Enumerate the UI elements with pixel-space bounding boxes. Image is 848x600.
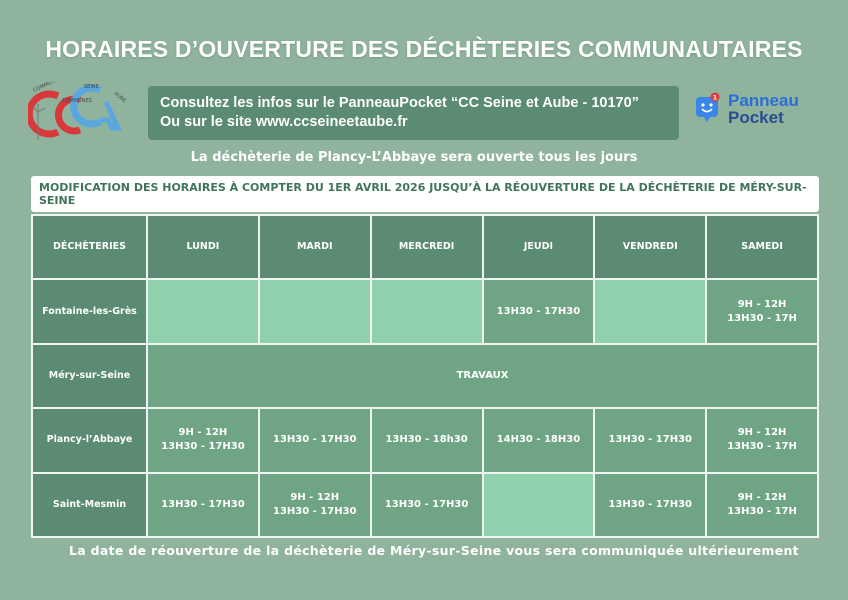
page-title: HORAIRES D’OUVERTURE DES DÉCHÈTERIES COMMUNAUTAIRES: [45, 36, 803, 62]
panneau-pocket-line-2: Pocket: [728, 108, 784, 127]
panneau-pocket-line-1: Panneau: [728, 91, 799, 110]
cell-plancy-mercredi: 13H30 - 18h30: [372, 409, 482, 471]
header-samedi: SAMEDI: [707, 216, 817, 278]
cell-plancy-samedi: 9H - 12H 13H30 - 17H: [707, 409, 817, 471]
cell-fontaine-samedi: 9H - 12H 13H30 - 17H: [707, 280, 817, 342]
header-lundi: LUNDI: [148, 216, 258, 278]
phone-icon: [694, 92, 720, 122]
cell-saint-mesmin-mardi: 9H - 12H 13H30 - 17H30: [260, 474, 370, 536]
row-label-mery: Méry-sur-Seine: [33, 345, 146, 407]
header-mardi: MARDI: [260, 216, 370, 278]
header-mercredi: MERCREDI: [372, 216, 482, 278]
cc-seine-aube-logo: [28, 82, 128, 144]
header-jeudi: JEUDI: [484, 216, 594, 278]
row-label-saint-mesmin: Saint-Mesmin: [33, 474, 146, 536]
row-label-plancy: Plancy-l’Abbaye: [33, 409, 146, 471]
header-vendredi: VENDREDI: [595, 216, 705, 278]
subtitle: La déchèterie de Plancy-L’Abbaye sera ouverte tous les jours: [190, 150, 638, 165]
cell-plancy-mardi: 13H30 - 17H30: [260, 409, 370, 471]
cell-plancy-vendredi: 13H30 - 17H30: [595, 409, 705, 471]
cell-mery-travaux: TRAVAUX: [148, 345, 817, 407]
cell-saint-mesmin-vendredi: 13H30 - 17H30: [595, 474, 705, 536]
notification-badge: 1: [712, 93, 718, 102]
cell-saint-mesmin-samedi: 9H - 12H 13H30 - 17H: [707, 474, 817, 536]
cell-fontaine-mardi: [260, 280, 370, 342]
cell-fontaine-mercredi: [372, 280, 482, 342]
footer-note: La date de réouverture de la déchèterie de Méry-sur-Seine vous sera communiquée ultérieurement: [69, 543, 799, 558]
cell-fontaine-jeudi: 13H30 - 17H30: [484, 280, 594, 342]
cell-plancy-jeudi: 14H30 - 18H30: [484, 409, 594, 471]
info-box: [148, 86, 679, 140]
row-label-fontaine: Fontaine-les-Grès: [33, 280, 146, 342]
schedule-table: [31, 214, 819, 538]
cell-saint-mesmin-jeudi: [484, 474, 594, 536]
logo-text-top: SEINE: [84, 84, 99, 90]
schedule-change-banner: MODIFICATION DES HORAIRES À COMPTER DU 1ER AVRIL 2026 JUSQU’À LA RÉOUVERTURE DE LA DÉCHÈTERIE DE MÉRY-SUR-SEINE: [31, 176, 819, 212]
info-line-2[interactable]: Ou sur le site www.ccseineetaube.fr: [160, 114, 408, 130]
panneau-pocket-logo: [694, 92, 824, 132]
cell-plancy-lundi: 9H - 12H 13H30 - 17H30: [148, 409, 258, 471]
logo-text-right: AUBE: [112, 90, 128, 105]
cell-saint-mesmin-mercredi: 13H30 - 17H30: [372, 474, 482, 536]
header-dechetteries: DÉCHÈTERIES: [33, 216, 146, 278]
logo-text-mid: COMMUNES: [62, 98, 92, 104]
cell-saint-mesmin-lundi: 13H30 - 17H30: [148, 474, 258, 536]
logo-text-left: COMMUNAUTÉ: [32, 82, 69, 94]
cell-fontaine-vendredi: [595, 280, 705, 342]
cell-fontaine-lundi: [148, 280, 258, 342]
info-line-1: Consultez les infos sur le PanneauPocket “CC Seine et Aube - 10170”: [160, 95, 639, 111]
